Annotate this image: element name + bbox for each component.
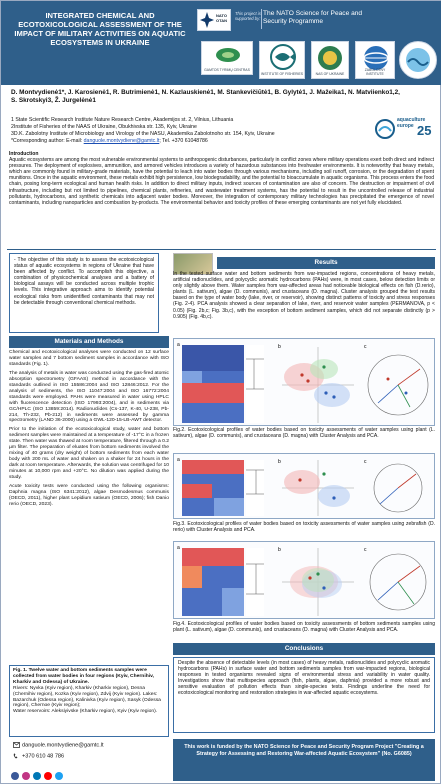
corresponding-email-link[interactable]: danguole.montvydiene@gamtc.lt: [83, 138, 160, 144]
aquaculture-europe-logo: [375, 113, 435, 143]
fig3-panel-b-label: b: [278, 459, 281, 465]
aquaculture-number: 25: [417, 123, 432, 138]
corresponding-prefix: *Corresponding author: E-mail:: [11, 138, 84, 144]
introduction: [9, 151, 434, 206]
round-logo: [399, 41, 437, 79]
methods-paragraph-2: The analysis of metals in water was conducted using the gas-fired atomic absorption spectrometry (GFAAS) method in accordance with the standards outlined in ISO 15586:2004 and ISO 12846:2012. For the analysis of sediments, the ISO 11047:2004 and ISO 16772:2004 standards were employed. PAHs were measured in water using HPLC with fluorescence detection (ISO 17993:2004), and in sediments via GC/HPLC (ISO 13859:2014). Radionuclides (Cs-137, K-40, U-238, Pb-214, Th-232, Pb-212) in sediments were assessed by gamma spectrometry (LAND 36-2000) using a GWL-120-15-LB-AWT detector.: [9, 370, 169, 424]
funding-footer: This work is funded by the NATO Science for Peace and Security Program Project "Creating a Strategy for Assessing and Restoring War-affected Aquatic Ecosystem" (No. G6085): [173, 739, 435, 781]
fig2-caption: Fig.2. Ecotoxicological profiles of water bodies based on toxicity assessments of water samples using plant (L. sativum), algae (D. communis), and crustaceans (D. magna) with Cluster Analysis and PCA.: [173, 427, 435, 440]
phone-icon: [13, 753, 20, 759]
fig1-rivers-lakes: Rivers: Nyvka (Kyiv region), Kharkiv (Kharkiv region), Desna (Chernihiv region), Kozka (Kyiv region), Zdvij (Kyiv region). Lakes: Bazarchuk (Odessa region), Kalinivka (Kyiv region), Sasyk (Odessa region), Chernoe (Kyiv region);: [13, 685, 161, 709]
fig4-panel-c-label: c: [364, 547, 367, 553]
fish-icon: [268, 44, 298, 70]
fig3-graphic: [174, 454, 436, 520]
wave-icon: [405, 47, 431, 73]
fig3-panel-c-label: c: [364, 459, 367, 465]
fig2-panel-c-label: c: [364, 344, 367, 350]
sps-programme-name: The NATO Science for Peace and Security Programme: [263, 10, 363, 25]
results-heading: Results: [217, 257, 435, 269]
fisheries-logo: [259, 41, 305, 79]
affiliation-1: 1 State Scientific Research Institute Nature Research Centre, Akademijos st. 2, Vilnius, Lithuania: [11, 117, 234, 123]
conclusions-body: Despite the absence of detectable levels (in most cases) of heavy metals, radionuclides and polycyclic aromatic hydrocarbons (PAHs) in surface water and bottom sediments samples from war-impacted regions, biological responses in tested organisms revealed signs of environmental stress and variability in water quality. Investigations show that multispecies approach (fish, plants, algae, daphnia) provided a more robust and sensitive evaluation of pollution effects than single-species tests. Findings underline the need for ecotoxicological monitoring and restoration strategies in war-affected aquatic ecosystems.: [173, 657, 435, 733]
nas-logo-text: NAS OF UKRAINE: [315, 72, 345, 76]
divider-bar: [261, 9, 262, 29]
affiliation-3: 3D.K. Zabolotny Institute of Microbiology and Virology of the NASU, Akademika Zabolotnoho str. 154, Kyiv, Ukraine: [11, 131, 275, 137]
poster-title: INTEGRATED CHEMICAL AND ECOTOXICOLOGICAL ASSESSMENT OF THE IMPACT OF MILITARY ACTIVITIES ON AQUATIC ECOSYSTEMS IN UKRAINE: [14, 11, 186, 47]
leaf-icon: [213, 45, 243, 65]
fig4-caption: Fig.4. Ecotoxicological profiles of water bodies based on toxicity assessments of bottom sediments samples using plant (L. sativum), algae (D. communis), and crustaceans (D. magna) with Cluster Analysis and PCA.: [173, 621, 435, 634]
fig2-panel-b-label: b: [278, 344, 281, 350]
fig4-graphic: [174, 542, 436, 620]
youtube-icon[interactable]: [44, 772, 52, 780]
fig3-panel-a-label: a: [177, 457, 180, 463]
nato-label: NATO OTAN: [216, 13, 228, 23]
corresponding-tel: ; Tel. +370 61048786: [159, 138, 208, 144]
methods-paragraph-1: Chemical and ecotoxicological analyses were conducted on 12 surface water samples and 7 bottom sediment samples in accordance with ISO standards (Fig. 1).: [9, 350, 169, 367]
nas-logo: [311, 41, 349, 79]
results-body: In the tested surface water and bottom sediments from war-impacted regions, concentrations of heavy metals, artificial radionuclides, and polycyclic aromatic hydrocarbons (PAHs) were, in most cases, below detection limits or only slightly above them. Water samples from war-affected areas had noticeable biological effects on fish (D.rerio), plants (L. sativum), algae (D. communis), and crustaceans (D. magna). Cluster analysis grouped the test results based on the type of water body (lake, river, or reservoir), showing distinct patterns of toxicity and stress responses (Fig. 2-4). PCA analysis showed a clear separation of lake, river, and reservoir water samples (PERMANOVA, p < 0.05) (Fig. 2b,c; Fig. 3b,c), with the exception of bottom sediment samples, which did not separate distinctly (p > 0.905) (Fig. 4b,c).: [173, 271, 435, 320]
intro-heading: Introduction: [9, 151, 39, 157]
fig1-reservoirs: Water reservoirs: Aleksiyivske (Kharkiv region), Kyiv (Kyiv region).: [13, 709, 158, 715]
methods-paragraph-4: Acute toxicity tests were conducted using the following organisms: Daphnia magna (ISO 6341:2012), algae Desmodesmus communis (OECD, 2011), higher plant Lepidium sativum (OECD, 2006); fish Danio rerio (OECD, 2023).: [9, 484, 169, 507]
contact-phone-row: [13, 753, 64, 759]
social-icons: [11, 767, 66, 784]
contact-phone: +370 610 48 786: [22, 753, 65, 760]
linkedin-icon[interactable]: [33, 772, 41, 780]
fig1-caption: Fig. 1. Twelve water and bottom sediments samples were collected from water bodies in four regions (Kyiv, Chernihiv, Kharkiv and Odessa) of Ukraine.: [13, 668, 154, 685]
aquaculture-text: aquaculture europe: [397, 117, 426, 129]
fig2-panel-a-label: a: [177, 342, 180, 348]
fisheries-logo-text: INSTITUTE OF FISHERIES: [260, 72, 303, 76]
fig1-caption-box: [9, 665, 169, 737]
corresponding-author: [11, 138, 351, 145]
gamtos-logo: [201, 41, 253, 75]
gamtos-logo-text: GAMTOS TYRIMŲ CENTRAS: [204, 68, 250, 72]
twitter-icon[interactable]: [55, 772, 63, 780]
affiliations: [11, 117, 351, 145]
objective-box: - The objective of this study is to assess the ecotoxicological status of aquatic ecosystems in regions of Ukraine that have been affected by conflict. To accomplish this objective, a combination of physicochemical analyses and a battery of biological assays will be conducted across multiple trophic levels. This integrative approach aims to identify potential ecological risks from unidentified contaminants that may not be detectable through conventional chemical methods.: [9, 253, 159, 333]
aquaculture-swirl-icon: [375, 119, 395, 139]
methods-paragraph-3: Prior to the initiation of the ecotoxicological study, water and bottom sediment samples were maintained at a temperature of -17°C in a frozen state. Then water was thawed at room temperature, filtered through a 0.2 µm filter. The preparation of eluates from bottom sediments involved the mixing of 40 grams (dry weight) of bottom sediments from each water body with 200 mL of water and shaken on a shaker for 24 hours in the dark at room temperature. Afterwards, the solution was centrifuged for 10 minutes at 10,000 rpm and +20°C. No dilution was applied during the study.: [9, 427, 169, 481]
facebook-icon[interactable]: [11, 772, 19, 780]
affiliation-2: 2Institute of Fisheries of the NAAS of Ukraine, Obukhivska str. 135, Kyiv, Ukraine: [11, 124, 197, 130]
author-list: D. Montvydienė1*, J. Karosienė1, R. Butrimienė1, N. Kazlauskienė1, M. Stankevičiūtė1, B. Gylytė1, J. Mažeika1, N. Matviienko1,2, S. Skrotskyi3, Ž. Jurgelėnė1: [11, 89, 400, 104]
conclusions-heading: Conclusions: [173, 643, 435, 655]
fig2-graphic: [174, 339, 436, 427]
fig4-panel: [173, 541, 435, 619]
contact-email-row: [13, 742, 104, 748]
contact-email-link[interactable]: danguole.montvydiene@gamtc.lt: [22, 742, 104, 749]
fig3-caption: Fig.3. Ecotoxicological profiles of water bodies based on toxicity assessments of water samples using zebrafish (D. rerio) with Cluster Analysis and PCA.: [173, 521, 435, 534]
fig4-panel-a-label: a: [177, 545, 180, 551]
intro-body: Aquatic ecosystems are among the most vulnerable environmental systems to anthropogenic disturbances, particularly in conflict zones where military operations exert both direct and indirect pressures. The deployment of explosives, ammunition, and armored vehicles introduces a variety of hazardous substances into freshwater environments. It is noteworthy that heavy metals, which are commonly found in military-grade materials, have the potential to leach into water bodies through various mechanisms, including soil runoff, corrosion, or the degradation of spent munitions. Once in the aquatic environment, these metals exhibit high persistence, low biodegradability, and the potential to bioaccumulate in aquatic organisms. This process enters the food chain, posing long-term ecological and human health risks. In addition to direct military inputs, indirect sources of contamination are also of concern. The destruction or impairment of civil infrastructure, including but not limited to pipelines, chemical plants, refineries, and wastewater treatment systems, has the potential to result in the uncontrolled release of industrial pollutants, hydrocarbons, and synthetic chemicals into adjacent water bodies. Moreover, the integration of contemporary military technologies has precipitated the emergence of novel contaminants, including nanoparticles and combustion by-products. The environmental behavior and toxicity profiles of these emerging contaminants are not yet fully elucidated.: [9, 157, 434, 206]
fig3-panel: [173, 453, 435, 519]
nato-logo: [197, 9, 231, 31]
envelope-icon: [13, 742, 20, 748]
zabolotny-logo-text: ZABOLOTNY INSTITUTE: [364, 68, 386, 76]
support-text: This project is supported by:: [235, 11, 261, 21]
fig2-panel: [173, 338, 435, 426]
methods-heading: Materials and Methods: [9, 336, 169, 348]
nato-star-icon: [200, 12, 214, 28]
fig4-panel-b-label: b: [278, 547, 281, 553]
emblem-icon: [316, 44, 344, 72]
header-banner: [1, 1, 441, 85]
zabolotny-logo: [355, 41, 395, 79]
section-divider: [7, 249, 436, 250]
instagram-icon[interactable]: [22, 772, 30, 780]
methods-body: [9, 350, 169, 511]
